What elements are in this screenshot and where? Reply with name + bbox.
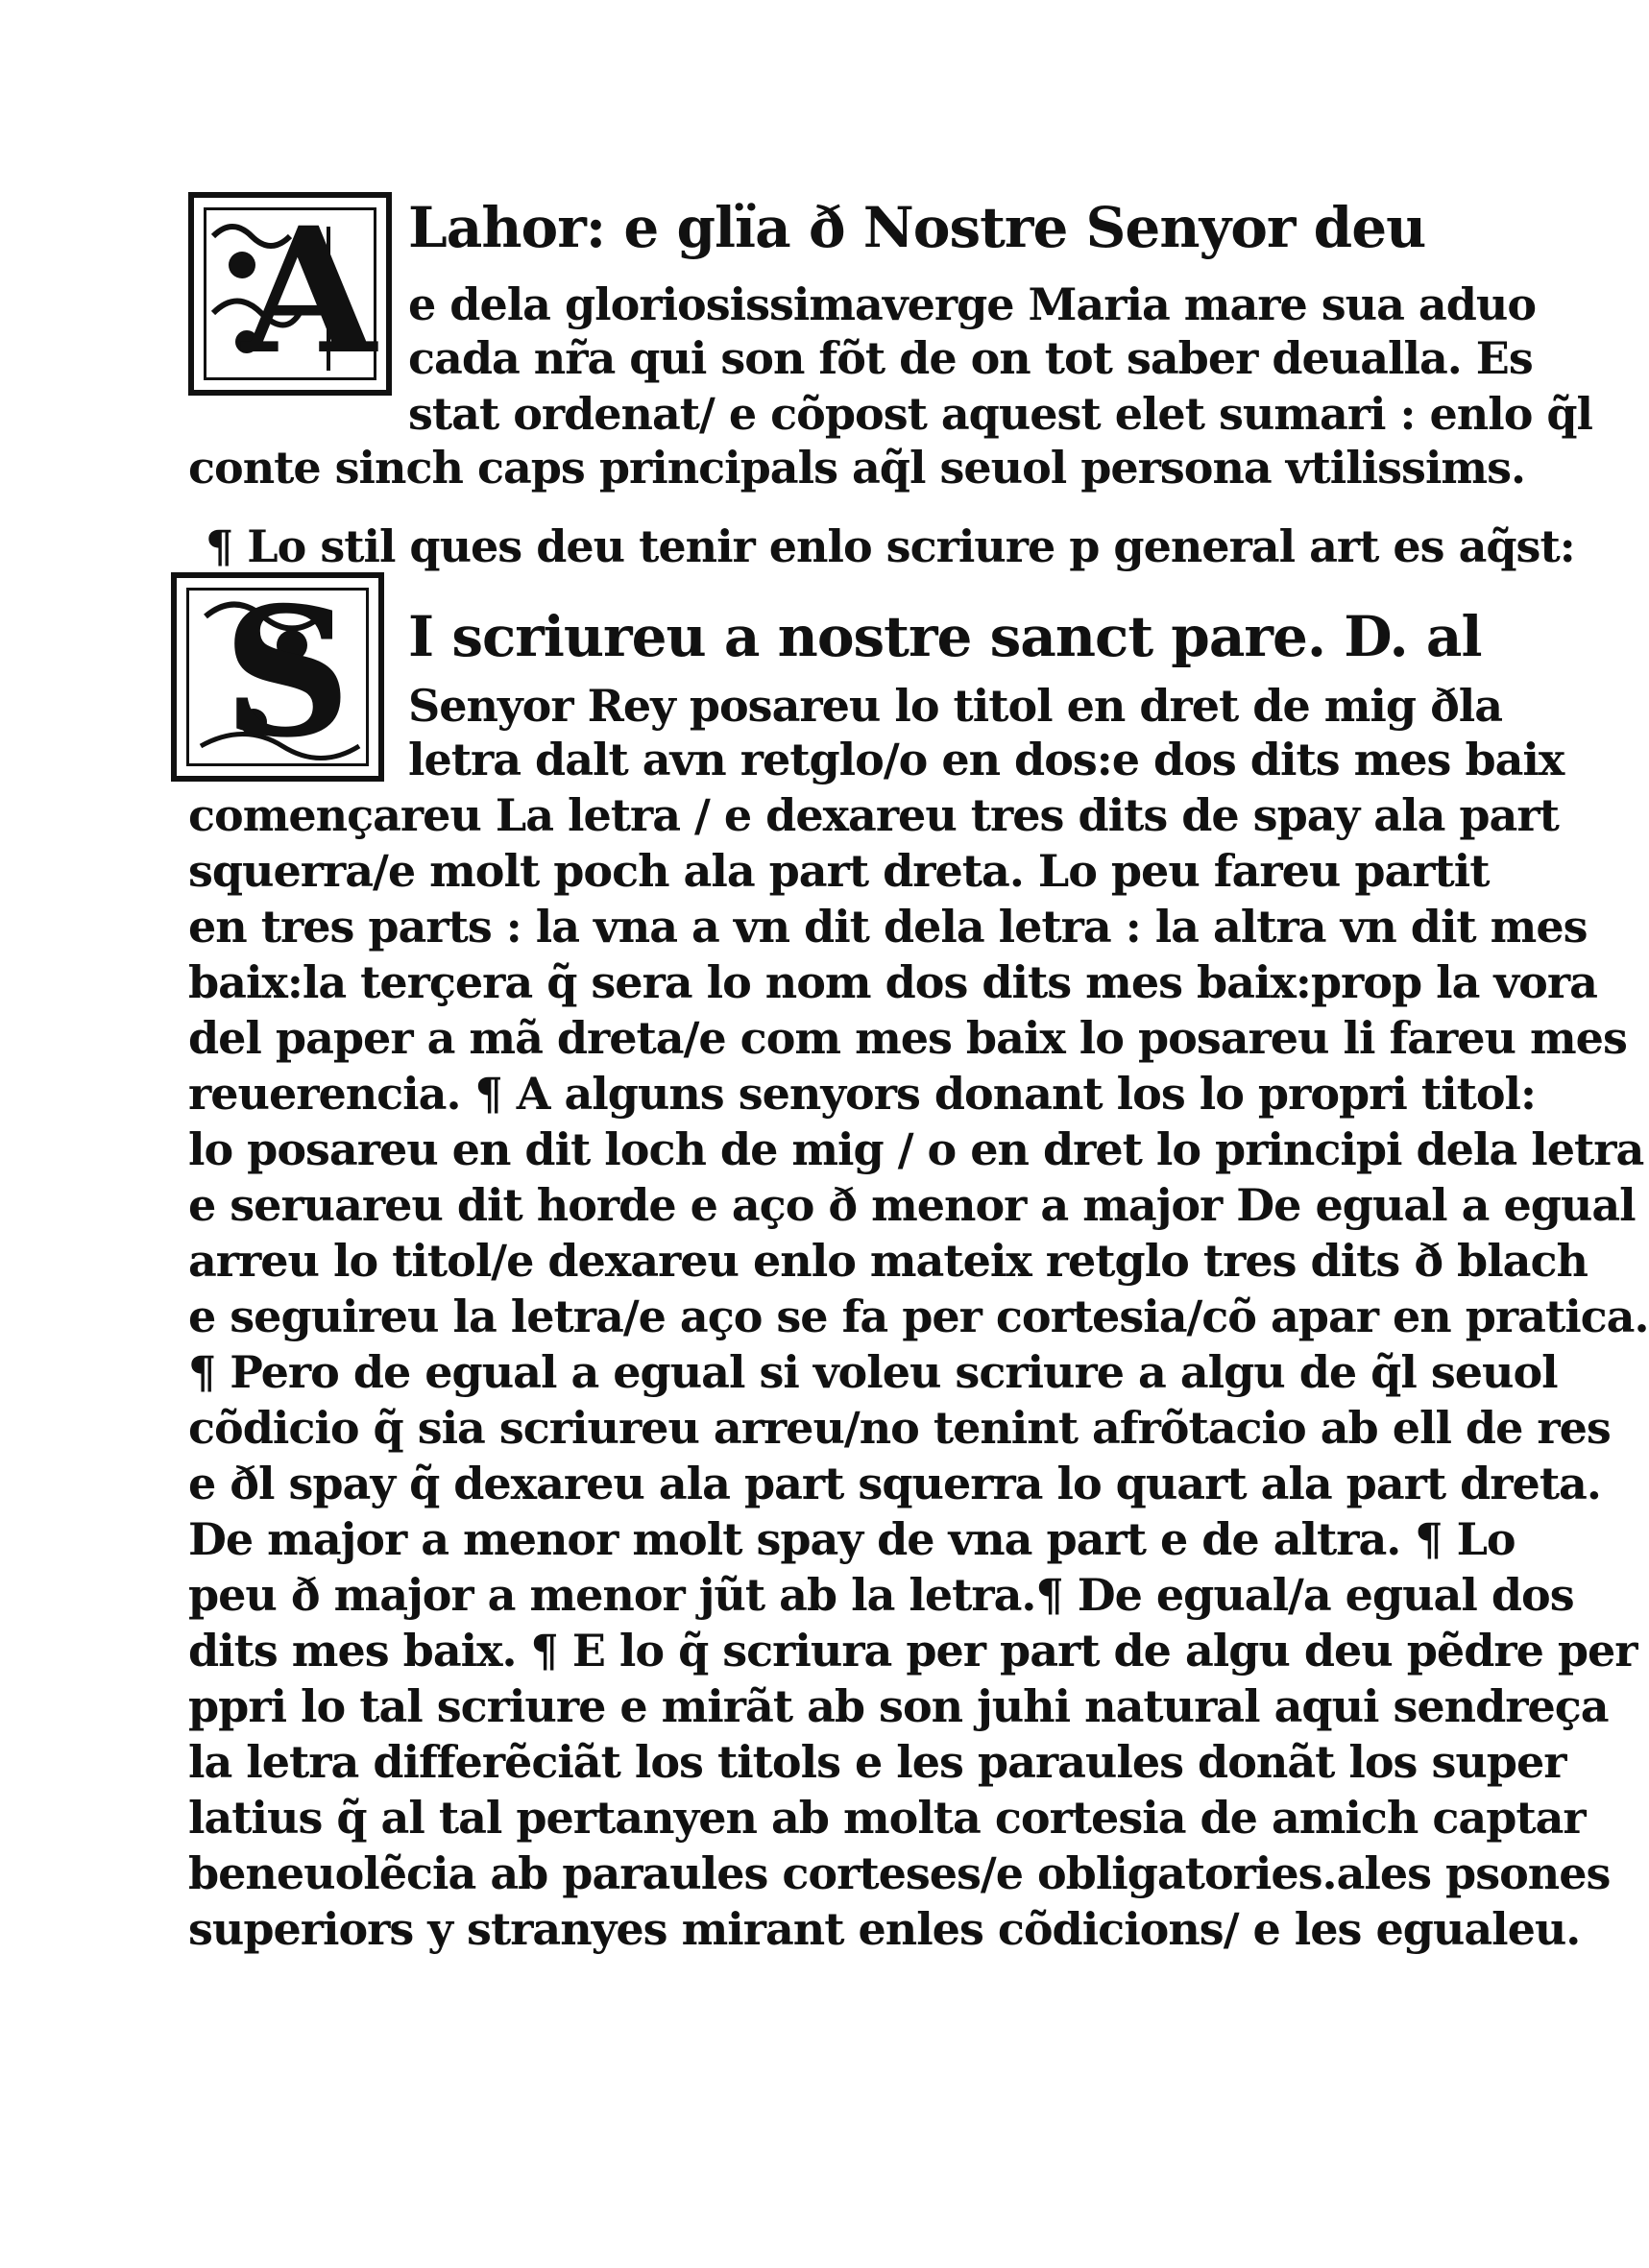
body-line-8: reuerencia. ¶ A alguns senyors donant los lo propri titol: — [188, 1068, 1536, 1120]
body-line-14: cõdicio q̃ sia scriureu arreu/no tenint afrõtacio ab ell de res — [188, 1402, 1611, 1454]
body-line-20: la letra differẽciãt los titols e les paraules donãt los super — [188, 1736, 1566, 1788]
body-line-13: ¶ Pero de egual a egual si voleu scriure a algu de q̃l seuol — [188, 1346, 1558, 1398]
opening-line-3: cada nr̃a qui son fõt de on tot saber deualla. Es — [408, 332, 1533, 384]
title-line: I scriureu a nostre sanct pare. D. al — [408, 604, 1482, 669]
body-line-23: superiors y stranyes mirant enles cõdicions/ e les egualeu. — [188, 1903, 1581, 1955]
opening-line-1: Lahor: e glïa ð Nostre Senyor deu — [408, 195, 1426, 260]
body-line-21: latius q̃ al tal pertanyen ab molta cortesia de amich captar — [188, 1792, 1586, 1844]
body-line-4: squerra/e molt poch ala part dreta. Lo peu fareu partit — [188, 845, 1490, 897]
body-line-18: dits mes baix. ¶ E lo q̃ scriura per part de algu deu pẽdre per — [188, 1625, 1637, 1677]
body-line-12: e seguireu la letra/e aço se fa per cortesia/cõ apar en pratica. — [188, 1291, 1649, 1342]
decorated-initial-s — [171, 567, 384, 782]
body-line-19: ppri lo tal scriure e mirãt ab son juhi natural aqui sendreça — [188, 1680, 1609, 1732]
body-line-3: començareu La letra / e dexareu tres dits de spay ala part — [188, 789, 1559, 841]
body-line-16: De major a menor molt spay de vna part e de altra. ¶ Lo — [188, 1513, 1516, 1565]
body-line-11: arreu lo titol/e dexareu enlo mateix retglo tres dits ð blach — [188, 1235, 1588, 1287]
body-line-2: letra dalt avn retglo/o en dos:e dos dits mes baix — [408, 734, 1564, 785]
body-line-9: lo posareu en dit loch de mig / o en dret lo principi dela letra — [188, 1123, 1644, 1175]
body-line-10: e seruareu dit horde e aço ð menor a major De egual a egual — [188, 1179, 1636, 1231]
opening-line-2: e dela gloriosissimaverge Maria mare sua aduo — [408, 278, 1537, 330]
opening-line-4: stat ordenat/ e cõpost aquest elet sumari : enlo q̃l — [408, 388, 1593, 440]
decorated-initial-a — [188, 192, 392, 396]
opening-line-5: conte sinch caps principals aq̃l seuol persona vtilissims. — [188, 442, 1525, 494]
body-line-17: peu ð major a menor jũt ab la letra.¶ De egual/a egual dos — [188, 1569, 1574, 1621]
body-line-15: e ðl spay q̃ dexareu ala part squerra lo quart ala part dreta. — [188, 1458, 1601, 1509]
initial-a-letter: A — [242, 190, 376, 393]
body-line-22: beneuolẽcia ab paraules corteses/e obligatories.ales psones — [188, 1847, 1611, 1899]
body-line-6: baix:la terçera q̃ sera lo nom dos dits mes baix:prop la vora — [188, 956, 1597, 1008]
initial-s-letter: S — [223, 567, 352, 777]
body-line-7: del paper a mã dreta/e com mes baix lo posareu li fareu mes — [188, 1012, 1627, 1064]
section-heading: ¶ Lo stil ques deu tenir enlo scriure p general art es aq̃st: — [206, 520, 1575, 572]
body-line-1: Senyor Rey posareu lo titol en dret de mig ðla — [408, 680, 1503, 732]
body-line-5: en tres parts : la vna a vn dit dela letra : la altra vn dit mes — [188, 901, 1588, 953]
